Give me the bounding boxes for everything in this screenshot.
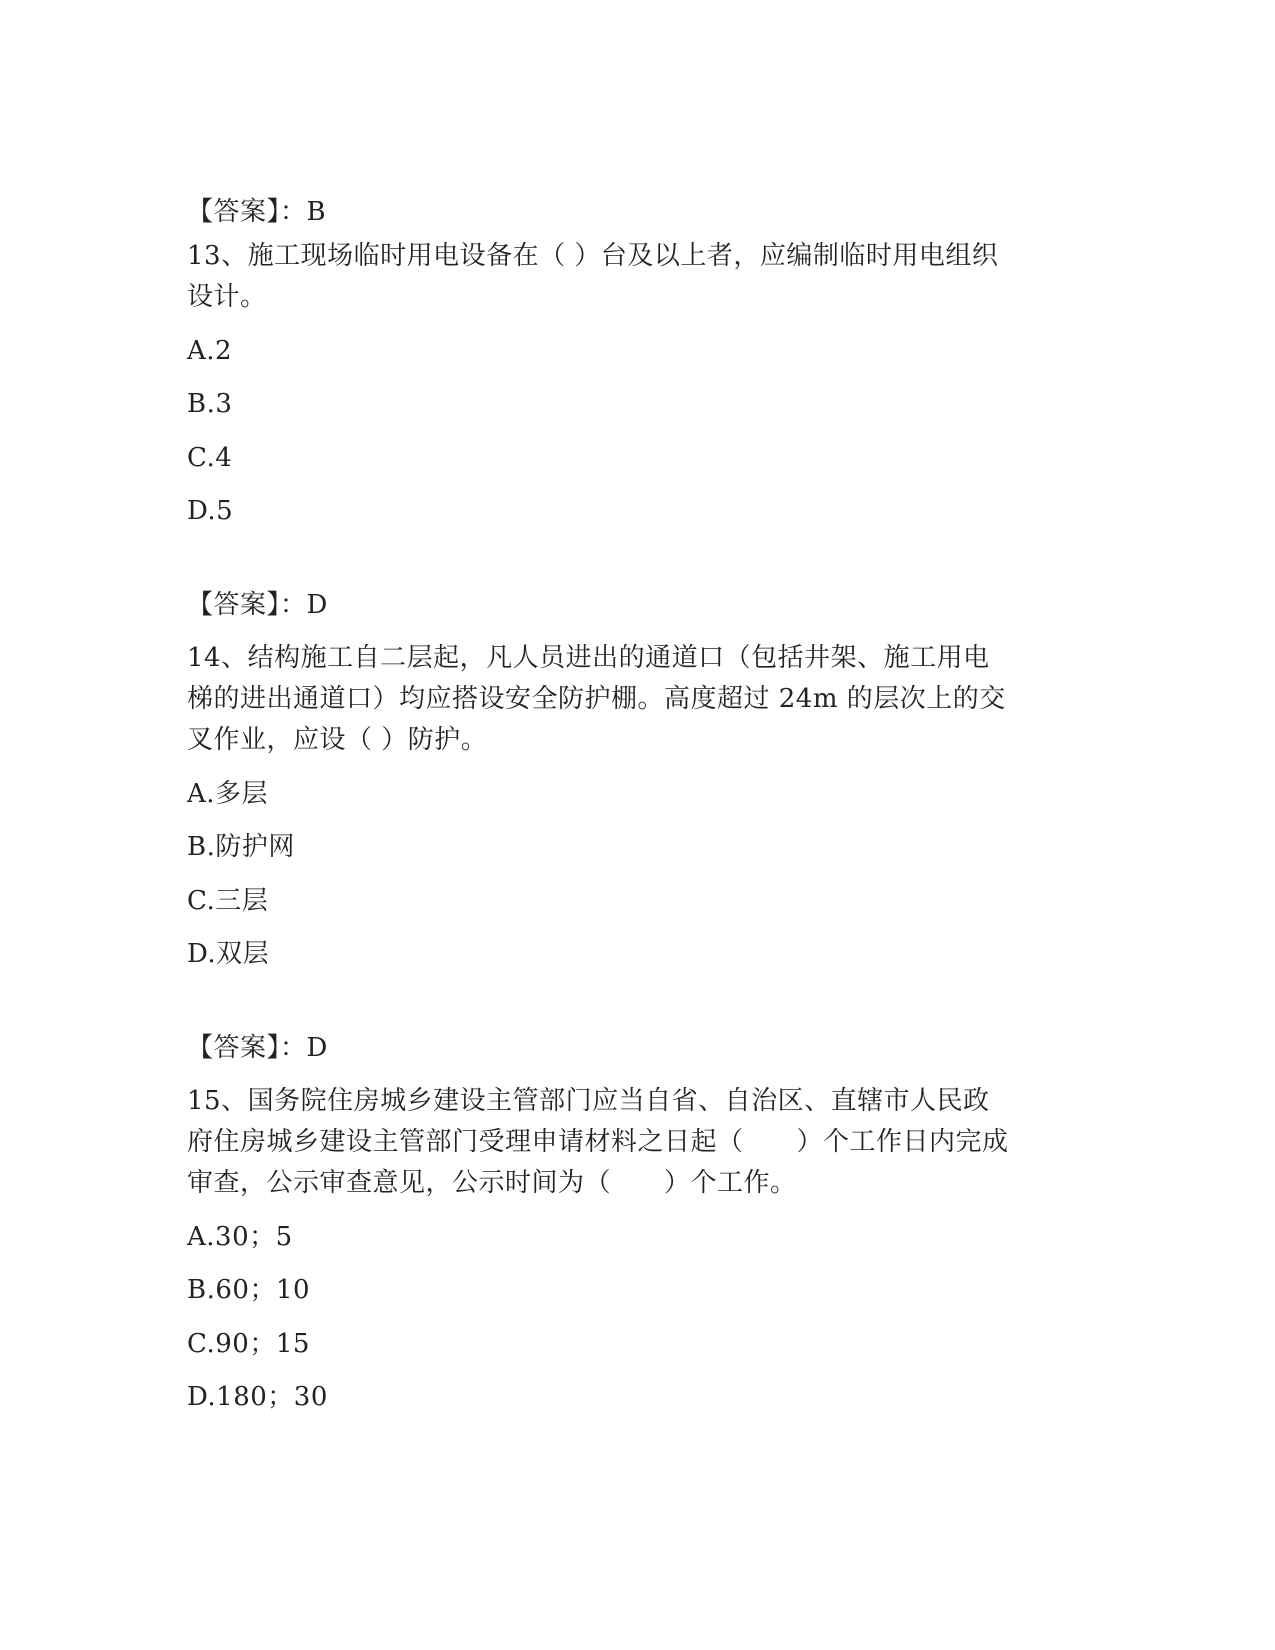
question-13-option-c: C.4 [187,443,233,473]
question-14-option-b: B.防护网 [187,832,295,862]
answer-14: 【答案】：D [187,1033,328,1063]
question-13-stem-line-1: 13、施工现场临时用电设备在（ ）台及以上者，应编制临时用电组织 [187,241,999,271]
question-14-option-c: C.三层 [187,886,269,916]
answer-12: 【答案】：B [187,197,327,227]
question-15-option-c: C.90；15 [187,1329,310,1359]
question-13-option-a: A.2 [187,336,233,366]
question-15-option-a: A.30；5 [187,1222,293,1252]
question-13-stem-line-2: 设计。 [187,282,267,312]
question-14-stem-line-2: 梯的进出通道口）均应搭设安全防护棚。高度超过 24m 的层次上的交 [187,684,1006,714]
question-15-stem-line-2: 府住房城乡建设主管部门受理申请材料之日起（ ）个工作日内完成 [187,1127,1009,1157]
question-15-stem-line-1: 15、国务院住房城乡建设主管部门应当自省、自治区、直辖市人民政 [187,1086,990,1116]
question-14-option-a: A.多层 [187,779,269,809]
question-14-stem-line-1: 14、结构施工自二层起，凡人员进出的通道口（包括井架、施工用电 [187,643,990,673]
question-13-option-d: D.5 [187,496,234,526]
question-15-option-d: D.180；30 [187,1382,328,1412]
question-14-stem-line-3: 叉作业，应设（ ）防护。 [187,725,488,755]
answer-13: 【答案】：D [187,590,328,620]
question-13-option-b: B.3 [187,389,233,419]
question-15-stem-line-3: 审查，公示审查意见，公示时间为（ ）个工作。 [187,1168,797,1198]
question-14-option-d: D.双层 [187,939,270,969]
question-15-option-b: B.60；10 [187,1275,311,1305]
